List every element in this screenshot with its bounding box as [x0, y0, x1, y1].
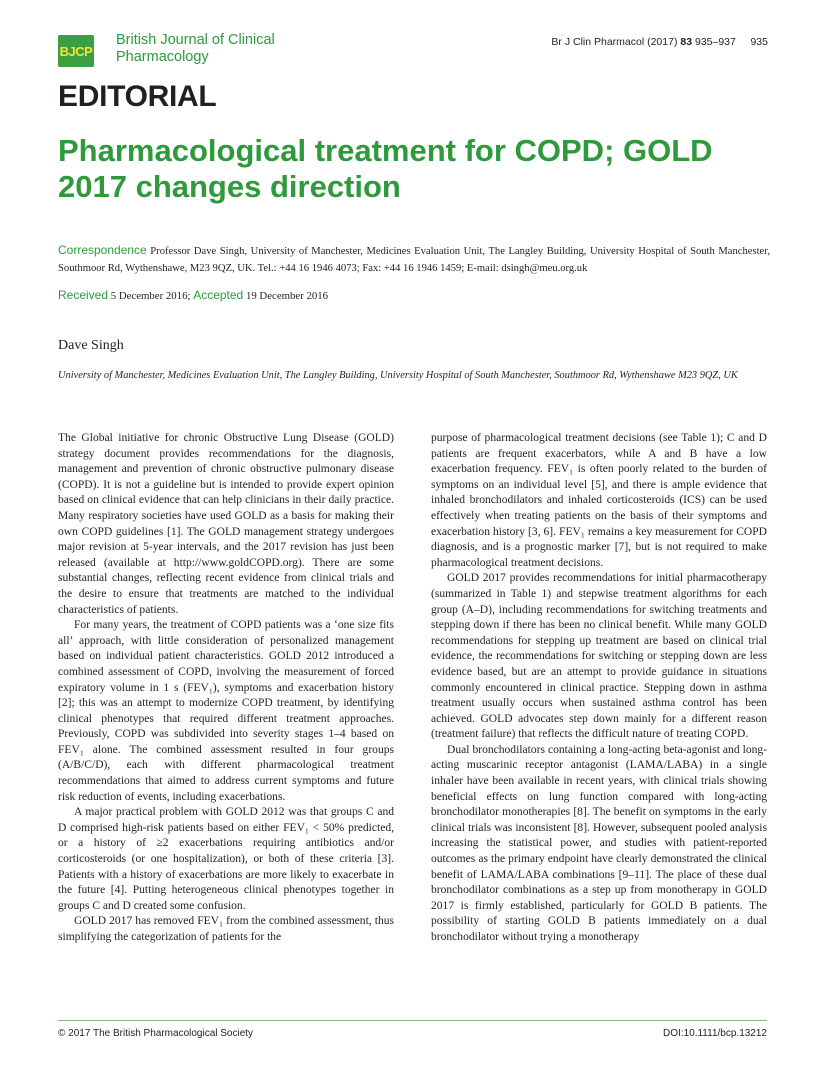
- body-column-left: [58, 431, 394, 946]
- journal-name: [116, 32, 275, 66]
- citation-volume: 83: [680, 36, 693, 48]
- section-label: EDITORIAL: [58, 80, 217, 113]
- paragraph: GOLD 2017 has removed FEV₁ from the combined assessment, thus simplifying the categorization of patients for the: [58, 915, 394, 943]
- accepted-date: 19 December 2016: [245, 290, 329, 302]
- copyright: © 2017 The British Pharmacological Society: [58, 1028, 254, 1039]
- paragraph: For many years, the treatment of COPD patients was a ‘one size fits all’ approach, with little consideration of personalized management based on individual patient characteristics. GOLD 2012 introduced a combined assessment of COPD, involving the measurement of forced expiratory volume in 1 s (FEV₁), symptoms and exacerbation history [2]; this was an attempt to modernize COPD treatment, by identifying clinical phenotypes that required different treatment approaches. Previously, COPD was subdivided into severity stages 1–4 based on FEV₁ alone. The combined assessment resulted in four groups (A/B/C/D), each with different pharmacological treatment recommendations that aimed to address current symptoms and future risk reduction of events, including exacerbations.: [58, 619, 394, 803]
- journal-logo: [58, 35, 94, 67]
- paragraph: The Global initiative for chronic Obstructive Lung Disease (GOLD) strategy document provides recommendations for the diagnosis, management and prevention of chronic obstructive pulmonary disease (COPD). It is not a guideline but is intended to provide expert opinion based on clinical evidence that can help clinicians in their daily practice. Many respiratory societies have used GOLD as a basis for making their own COPD guidelines [1]. The GOLD management strategy undergoes major revision at 5-year intervals, and the 2017 revision has just been released (available at http://www.goldCOPD.org). There are some substantial changes, reflecting recent evidence from clinical trials and the desire to ensure that treatments are matched to the individual characteristics of patients.: [58, 432, 394, 616]
- article-title: Pharmacological treatment for COPD; GOLD 2017 changes direction: [58, 133, 713, 204]
- logo-text: BJCP: [59, 43, 93, 59]
- citation-pages: 935–937: [694, 36, 736, 48]
- citation: [551, 36, 768, 48]
- accepted-label: Accepted: [193, 288, 244, 302]
- paragraph: GOLD 2017 provides recommendations for initial pharmacotherapy (summarized in Table 1) and stepwise treatment algorithms for each group (A–D), including recommendations for switching treatments and stepping down if there has been no clinical benefit. While many GOLD recommendations for stepping up treatment are based on clinical trial evidence, the recommendations for switching or stepping down are less evidence based, but are an attempt to provide guidance in situations commonly encountered in clinical practice. Stepping down in asthma treatment usually occurs when sustained asthma control has been achieved. GOLD advocates step down mainly for a different reason (treatment failure) that reflects the difficult nature of treating COPD.: [431, 572, 767, 741]
- doi-link[interactable]: DOI:10.1111/bcp.13212: [663, 1028, 767, 1039]
- received-date: 5 December 2016;: [110, 290, 191, 302]
- author-affiliation: University of Manchester, Medicines Evaluation Unit, The Langley Building, University Hospital of South Manchester, Southmoor Rd, Wythenshawe M23 9QZ, UK: [58, 370, 738, 381]
- body-column-right: [431, 431, 767, 946]
- correspondence: [58, 242, 770, 277]
- journal-name-line2: Pharmacology: [116, 49, 209, 65]
- page-number: 935: [750, 36, 768, 48]
- journal-name-line1: British Journal of Clinical: [116, 32, 275, 48]
- correspondence-text: Professor Dave Singh, University of Manchester, Medicines Evaluation Unit, The Langley Building, University Hospital of South Manchester, Southmoor Rd, Wythenshawe, M23 9QZ, UK. Tel.: +44 16 1946 4073; Fax: +44 16 1946 1459; E-mail: dsingh@meu.org.uk: [58, 246, 770, 274]
- received-label: Received: [58, 288, 109, 302]
- footer-divider: [58, 1020, 767, 1021]
- paragraph: Dual bronchodilators containing a long-acting beta-agonist and long-acting muscarinic receptor antagonist (LAMA/LABA) in a single inhaler have been available in recent years, with clinical trials showing beneficial effects on lung function compared with long-acting bronchodilator monotherapies [8]. The benefit on symptoms in the early clinical trials was inconsistent [8]. However, subsequent pooled analysis increasing the statistical power, and studies with patient-reported outcomes as the primary endpoint have clearly demonstrated the clinical benefit of LAMA/LABA combinations [9–11]. The place of these dual bronchodilator combinations as a step up from monotherapy in GOLD 2017 is firmly established, particularly for GOLD B patients. The possibility of starting GOLD B patients immediately on a dual bronchodilator without trying a monotherapy: [431, 743, 767, 943]
- article-dates: [58, 288, 328, 302]
- author-name: Dave Singh: [58, 338, 124, 353]
- paragraph: purpose of pharmacological treatment decisions (see Table 1); C and D patients are frequent exacerbators, while A and B have a low exacerbation frequency. FEV₁ is often poorly related to the burden of symptoms on an individual level [5], and there is ample evidence that inhaled bronchodilators and inhaled corticosteroids (ICS) can be used effectively when treating patients on the basis of their symptoms and exacerbation history [3, 6]. FEV₁ remains a key measurement for COPD diagnosis, and is a prognostic marker [7], but is not required to make pharmacological treatment decisions.: [431, 432, 767, 569]
- correspondence-label: Correspondence: [58, 243, 147, 257]
- paragraph: A major practical problem with GOLD 2012 was that groups C and D comprised high-risk patients based on either FEV₁ < 50% predicted, or a history of ≥2 exacerbations requiring antibiotics and/or corticosteroids (or one hospitalization), or both of these criteria [3]. Patients with a history of exacerbations are more likely to exacerbate in the future [4]. Putting heterogeneous clinical phenotypes together in groups C and D created some confusion.: [58, 806, 394, 912]
- citation-prefix: Br J Clin Pharmacol (2017): [551, 36, 678, 48]
